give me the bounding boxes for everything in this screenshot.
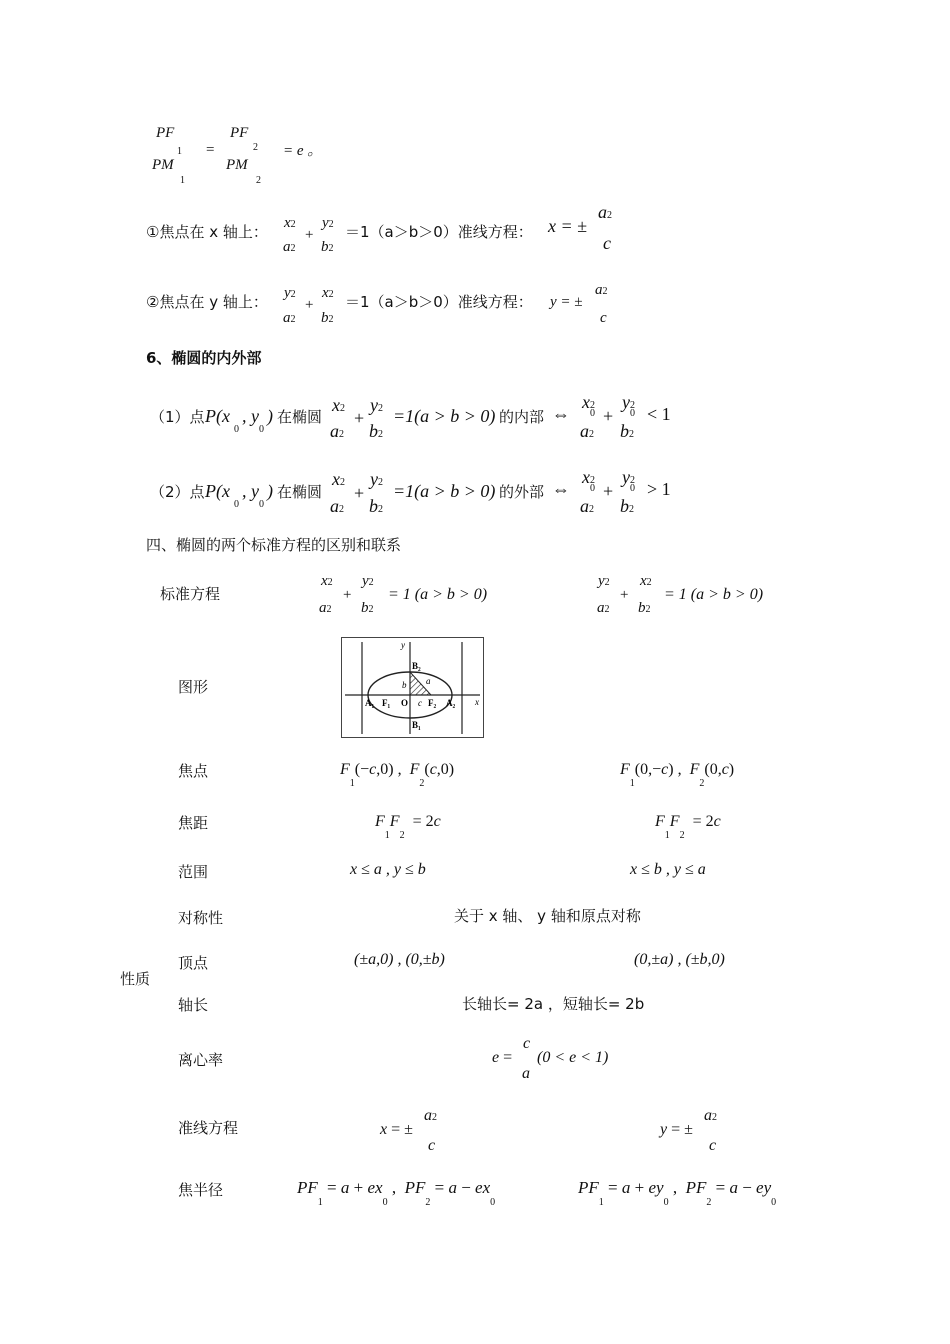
inside-mid: 在椭圆 <box>277 408 323 426</box>
math: a2 <box>424 1107 437 1124</box>
range-right: x ≤ b , y ≤ a <box>630 861 706 878</box>
directrix-left: x = ± <box>380 1121 413 1138</box>
math: + <box>305 297 314 313</box>
math: y2 <box>362 573 374 589</box>
math-pf2: PF <box>230 125 249 141</box>
outside-prefix: （2）点 <box>150 483 205 501</box>
math: a2 <box>283 239 296 255</box>
focus-left: $F_1(-c,0)$ , $F_2(c,0)$ <box>340 761 455 789</box>
inside-rel: < 1 <box>647 404 671 424</box>
math: y2 <box>284 285 296 301</box>
math-sub: 0 <box>590 483 595 494</box>
math: + <box>620 587 629 603</box>
properties-label: 性质 <box>120 970 151 988</box>
math: + <box>354 408 365 428</box>
label-a2: A₂ <box>446 698 456 708</box>
label-c: c <box>418 698 422 708</box>
math: a2 <box>598 202 612 222</box>
math-eq: = <box>206 142 215 158</box>
iff-symbol: ⇔ <box>552 404 570 424</box>
outside-rel: > 1 <box>647 479 671 499</box>
label-x: x <box>475 697 479 707</box>
symmetry-value: 关于 x 轴、 y 轴和原点对称 <box>454 907 641 925</box>
math: y2 <box>598 573 610 589</box>
row-vertex-label: 顶点 <box>178 954 209 972</box>
math: b2 <box>620 421 634 441</box>
math-sub: 2 <box>253 142 258 153</box>
range-left: x ≤ a , y ≤ b <box>350 861 426 878</box>
focus-x-label: ①焦点在 x 轴上： <box>146 223 268 241</box>
vertex-left: (±a,0) , (0,±b) <box>354 951 445 968</box>
math: , y <box>242 481 259 501</box>
row-range-label: 范围 <box>178 863 209 881</box>
math-sub: 1 <box>177 146 182 157</box>
math-pm1: PM <box>152 157 174 173</box>
focal-radius-right: $PF_1 = a + ey_0$ , $PF_2 = a - ey_0$ <box>578 1178 777 1208</box>
math-sub: 1 <box>180 175 185 186</box>
section4-title: 四、椭圆的两个标准方程的区别和联系 <box>146 536 402 554</box>
math: ) <box>267 406 273 426</box>
math: y2 <box>370 469 383 489</box>
row-focus-label: 焦点 <box>178 762 209 780</box>
math: , y <box>242 406 259 426</box>
math: y2 <box>322 215 334 231</box>
intro-equals-e: = e 。 <box>283 143 323 159</box>
focus-y-directrix: y = ± <box>550 294 583 310</box>
row-symmetry-label: 对称性 <box>178 909 224 927</box>
focal-distance-right: $F_1F_2 = 2c$ <box>655 813 721 841</box>
row-directrix-label: 准线方程 <box>178 1119 239 1137</box>
row-standard-label: 标准方程 <box>160 585 221 603</box>
row-figure-label: 图形 <box>178 678 209 696</box>
math-pm2: PM <box>226 157 248 173</box>
math: a2 <box>283 310 296 326</box>
row-eccentricity-label: 离心率 <box>178 1051 224 1069</box>
iff-symbol: ⇔ <box>552 479 570 499</box>
math-pf1: PF <box>156 125 175 141</box>
outside-cond: =1(a > b > 0) <box>393 481 496 501</box>
math-sub: 0 <box>234 424 239 435</box>
focus-x-condition: ＝1（a＞b＞0）准线方程： <box>345 223 533 241</box>
label-b2: B₂ <box>412 661 421 671</box>
math-sub: 2 <box>256 175 261 186</box>
math: b2 <box>620 496 634 516</box>
eccentricity-range: (0 < e < 1) <box>537 1049 609 1066</box>
math: x2 <box>332 395 345 415</box>
math: a2 <box>597 600 610 616</box>
math-sub: 0 <box>234 499 239 510</box>
math: b2 <box>361 600 374 616</box>
math: x2 <box>582 467 595 487</box>
label-a: a <box>426 676 431 686</box>
math: P(x <box>205 481 230 501</box>
ellipse-figure-svg <box>342 638 483 737</box>
math: y2 <box>370 395 383 415</box>
inside-tail: 的内部 <box>499 408 545 426</box>
math: x2 <box>284 215 296 231</box>
focus-x-directrix: x = ± <box>548 216 588 236</box>
math: c <box>600 310 607 326</box>
math: a2 <box>704 1107 717 1124</box>
math: + <box>343 587 352 603</box>
math: a2 <box>319 600 332 616</box>
standard-right-cond: = 1 (a > b > 0) <box>664 586 764 603</box>
vertex-right: (0,±a) , (±b,0) <box>634 951 725 968</box>
math: x2 <box>332 469 345 489</box>
math: c <box>523 1035 531 1052</box>
focal-distance-left: $F_1F_2 = 2c$ <box>375 813 441 841</box>
outside-tail: 的外部 <box>499 483 545 501</box>
math: x2 <box>640 573 652 589</box>
math: a2 <box>595 282 608 298</box>
math-sub: 0 <box>590 408 595 419</box>
math-sub: 0 <box>259 424 264 435</box>
math: + <box>354 483 365 503</box>
math: a2 <box>580 496 594 516</box>
row-focal-distance-label: 焦距 <box>178 814 209 832</box>
label-b1: B₁ <box>412 720 421 730</box>
section6-title: 6、椭圆的内外部 <box>146 349 262 367</box>
math: a2 <box>330 496 344 516</box>
label-b: b <box>402 680 407 690</box>
label-y: y <box>401 640 405 650</box>
math: + <box>603 481 614 501</box>
math: c <box>428 1137 436 1154</box>
math: x2 <box>582 392 595 412</box>
inside-cond: =1(a > b > 0) <box>393 406 496 426</box>
math: P(x <box>205 406 230 426</box>
row-axis-length-label: 轴长 <box>178 996 209 1014</box>
label-f2: F₂ <box>428 698 437 708</box>
label-a1: A₁ <box>365 698 375 708</box>
focus-y-label: ②焦点在 y 轴上： <box>146 293 268 311</box>
math: + <box>305 227 314 243</box>
label-o: O <box>401 698 409 708</box>
math: ) <box>267 481 273 501</box>
axis-length-value: 长轴长= 2a ，短轴长= 2b <box>462 995 645 1013</box>
focus-right: $F_1(0,-c)$ , $F_2(0,c)$ <box>620 761 735 789</box>
math: y2 <box>622 467 635 487</box>
math: b2 <box>321 239 334 255</box>
math: b2 <box>369 496 383 516</box>
math: a2 <box>580 421 594 441</box>
row-focal-radius-label: 焦半径 <box>178 1181 224 1199</box>
math: b2 <box>321 310 334 326</box>
inside-prefix: （1）点 <box>150 408 205 426</box>
math: c <box>709 1137 717 1154</box>
math: b2 <box>638 600 651 616</box>
standard-left-cond: = 1 (a > b > 0) <box>388 586 488 603</box>
math: a2 <box>330 421 344 441</box>
focus-y-condition: ＝1（a＞b＞0）准线方程： <box>345 293 533 311</box>
math-sub: 0 <box>630 408 635 419</box>
focal-radius-left: $PF_1 = a + ex_0$ , $PF_2 = a - ex_0$ <box>297 1178 496 1208</box>
math-sub: 0 <box>630 483 635 494</box>
label-f1: F₁ <box>382 698 391 708</box>
math: a <box>522 1065 530 1082</box>
directrix-right: y = ± <box>660 1121 693 1138</box>
math: x2 <box>321 573 333 589</box>
math: y2 <box>622 392 635 412</box>
math: c <box>603 233 611 253</box>
math: x2 <box>322 285 334 301</box>
math-sub: 0 <box>259 499 264 510</box>
ellipse-figure <box>341 637 484 738</box>
math: b2 <box>369 421 383 441</box>
outside-mid: 在椭圆 <box>277 483 323 501</box>
math: + <box>603 406 614 426</box>
math: e = <box>492 1049 513 1066</box>
